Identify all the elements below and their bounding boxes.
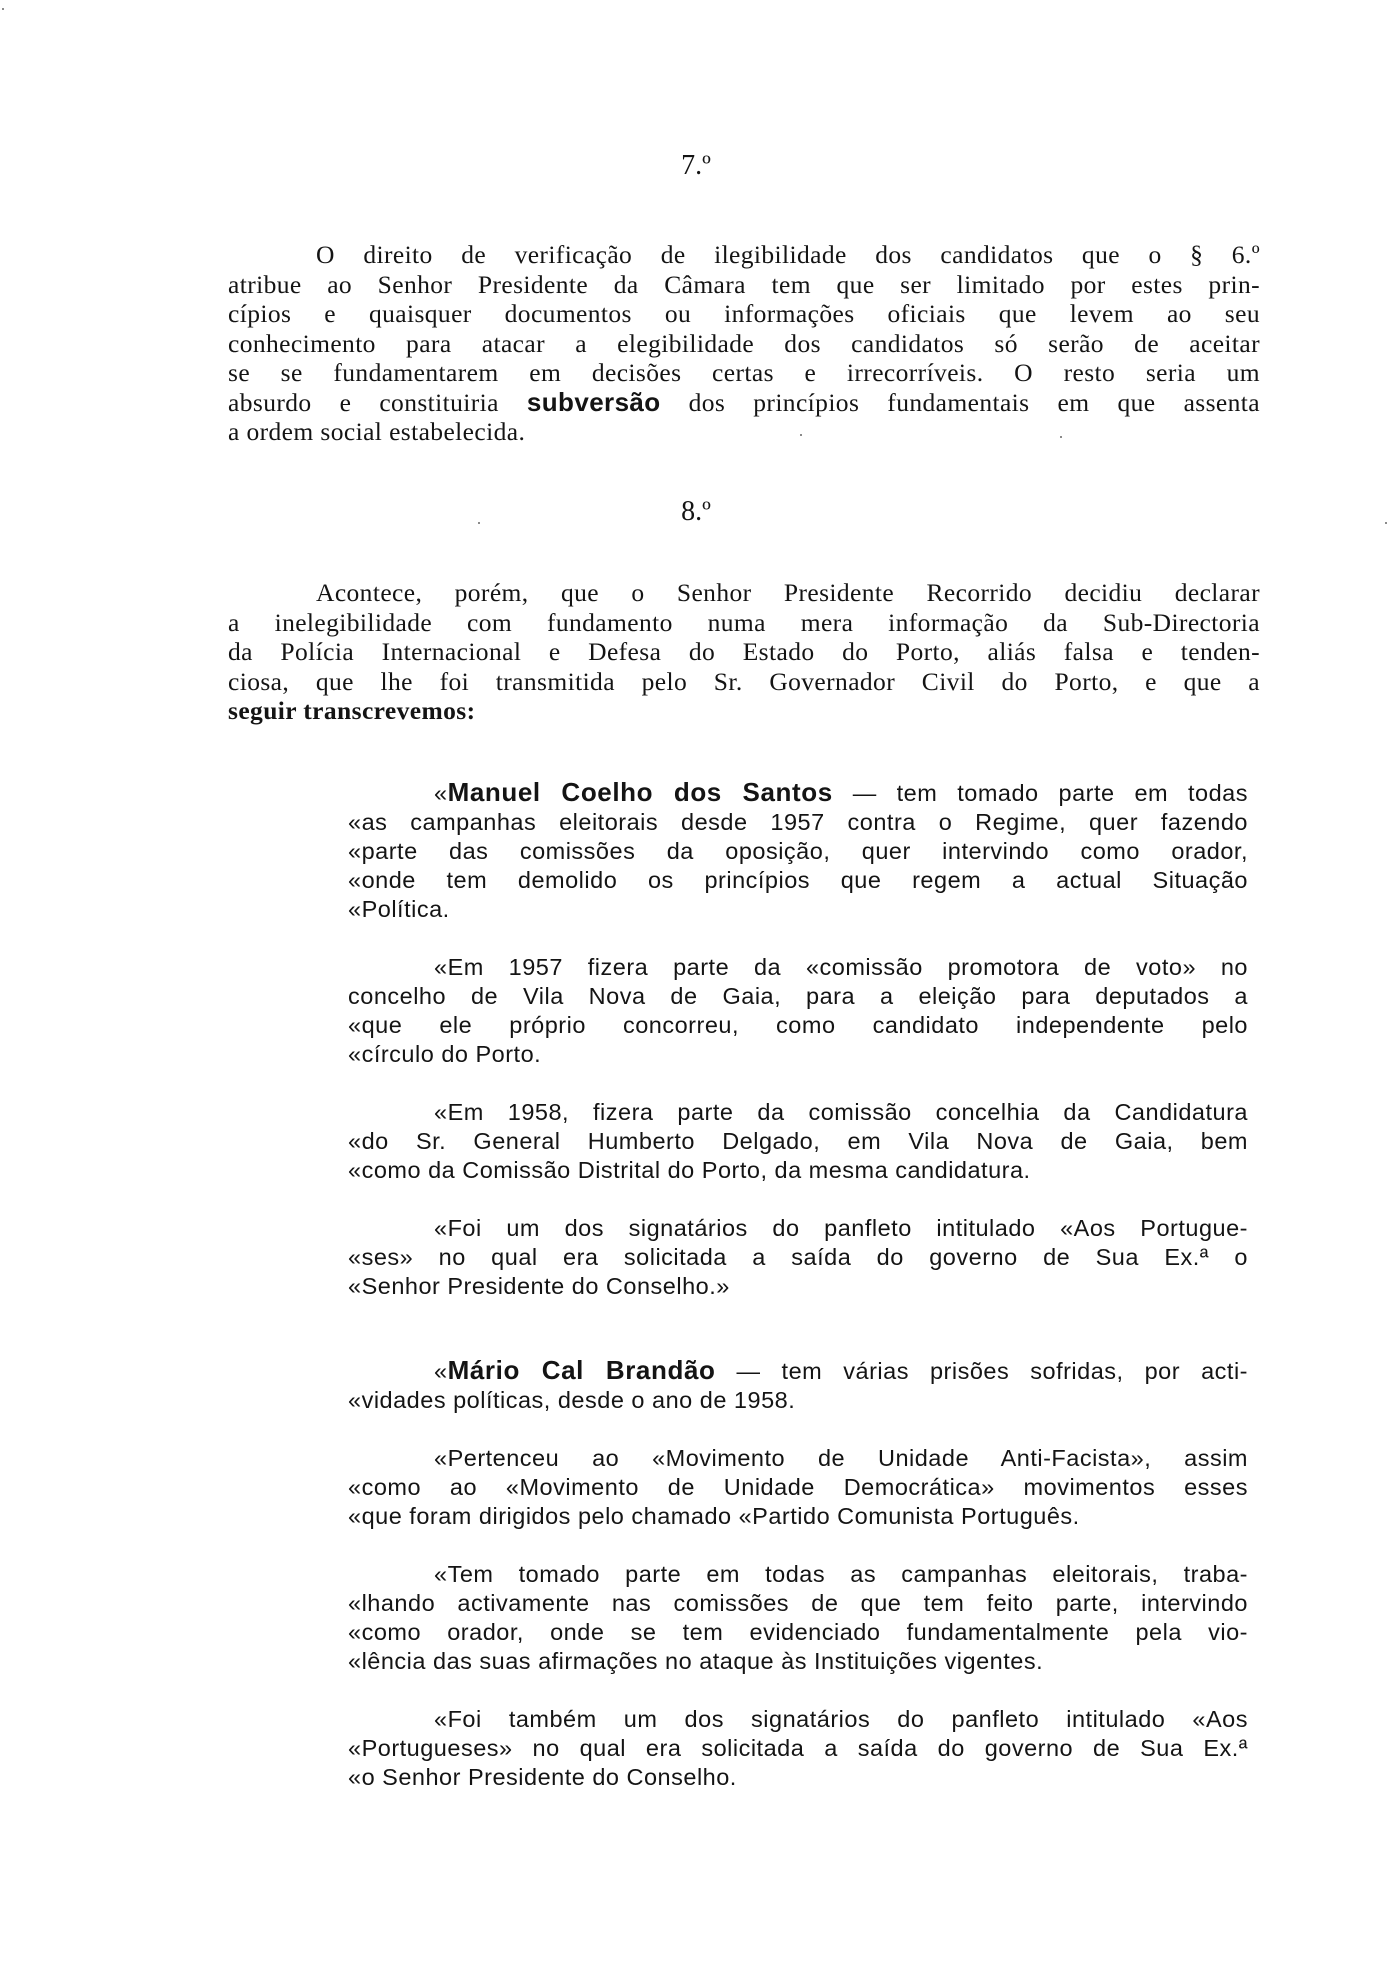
text-fragment: — tem várias prisões sofridas, por acti- <box>715 1358 1248 1384</box>
text-line: Acontece, porém, que o Senhor Presidente Recorrido decidiu declarar <box>316 578 1260 607</box>
paragraph-7 <box>228 240 1260 447</box>
quote-line: «Política. <box>348 896 450 922</box>
text-line: a inelegibilidade com fundamento numa mera informação da Sub-Directoria <box>228 607 1260 637</box>
text-line: conhecimento para atacar a elegibilidade dos candidatos só serão de aceitar <box>228 328 1260 358</box>
quote-line: concelho de Vila Nova de Gaia, para a eleição para deputados a <box>348 983 1248 1009</box>
quote-line: «como orador, onde se tem evidenciado fundamentalmente pela vio- <box>348 1619 1248 1645</box>
scan-speck <box>1060 436 1062 438</box>
text-line: O direito de verificação de ilegibilidade dos candidatos que o § 6.º <box>316 240 1260 269</box>
quote-line: «vidades políticas, desde o ano de 1958. <box>348 1387 796 1413</box>
quote-line: «Pertenceu ao «Movimento de Unidade Anti-Facista», assim <box>434 1445 1248 1471</box>
section-heading-8: 8.º <box>681 496 711 527</box>
quote-line: «Portugueses» no qual era solicitada a saída do governo de Sua Ex.ª <box>348 1735 1248 1761</box>
quote-line: «do Sr. General Humberto Delgado, em Vila Nova de Gaia, bem <box>348 1128 1248 1154</box>
quote-line: «onde tem demolido os princípios que regem a actual Situação <box>348 867 1248 893</box>
quote-mario-cal-brandao <box>348 1356 1248 1792</box>
quote-mark: « <box>434 1358 448 1384</box>
quote-line <box>348 1356 1248 1386</box>
person-name: Manuel Coelho dos Santos <box>447 777 833 807</box>
scan-speck <box>478 522 480 524</box>
scan-speck <box>1385 522 1387 524</box>
quote-line: «ses» no qual era solicitada a saída do governo de Sua Ex.ª o <box>348 1244 1248 1270</box>
quote-line: «o Senhor Presidente do Conselho. <box>348 1764 737 1790</box>
quote-mark: « <box>434 780 448 806</box>
quote-line: «que ele próprio concorreu, como candidato independente pelo <box>348 1012 1248 1038</box>
scan-speck <box>800 434 802 436</box>
quote-line: «Foi um dos signatários do panfleto intitulado «Aos Portugue- <box>434 1215 1248 1241</box>
scan-speck <box>2 8 4 10</box>
text-line: ciosa, que lhe foi transmitida pelo Sr. Governador Civil do Porto, e que a <box>228 666 1260 696</box>
quote-line <box>348 778 1248 808</box>
text-line: a ordem social estabelecida. <box>228 417 526 446</box>
quote-line: «Em 1958, fizera parte da comissão concelhia da Candidatura <box>434 1099 1248 1125</box>
quote-line: «Foi também um dos signatários do panfleto intitulado «Aos <box>434 1706 1248 1732</box>
text-fragment: absurdo e constituiria <box>228 387 499 417</box>
section-heading-7: 7.º <box>681 150 711 181</box>
text-line: seguir transcrevemos: <box>228 696 476 725</box>
paragraph-8 <box>228 578 1260 726</box>
text-line: cípios e quaisquer documentos ou informações oficiais que levem ao seu <box>228 299 1260 328</box>
text-fragment: dos princípios fundamentais em que assenta <box>688 387 1261 417</box>
quote-line: «Em 1957 fizera parte da «comissão promotora de voto» no <box>434 954 1248 980</box>
text-line: se se fundamentarem em decisões certas e irrecorríveis. O resto seria um <box>228 358 1260 387</box>
quote-line: «como da Comissão Distrital do Porto, da mesma candidatura. <box>348 1157 1031 1183</box>
text-line <box>228 388 1260 418</box>
quote-line: «que foram dirigidos pelo chamado «Partido Comunista Português. <box>348 1503 1080 1529</box>
text-fragment: — tem tomado parte em todas <box>832 780 1248 806</box>
quote-line: «as campanhas eleitorais desde 1957 contra o Regime, quer fazendo <box>348 809 1248 835</box>
quote-line: «como ao «Movimento de Unidade Democrática» movimentos esses <box>348 1474 1248 1500</box>
text-line: da Polícia Internacional e Defesa do Estado do Porto, aliás falsa e tenden- <box>228 637 1260 666</box>
quote-line: «círculo do Porto. <box>348 1041 542 1067</box>
quote-manuel-coelho <box>348 778 1248 1301</box>
quote-line: «parte das comissões da oposição, quer intervindo como orador, <box>348 838 1248 864</box>
text-line: atribue ao Senhor Presidente da Câmara tem que ser limitado por estes prin- <box>228 269 1260 299</box>
quote-line: «Senhor Presidente do Conselho.» <box>348 1273 730 1299</box>
quote-line: «Tem tomado parte em todas as campanhas eleitorais, traba- <box>434 1561 1248 1587</box>
quote-line: «lhando activamente nas comissões de que tem feito parte, intervindo <box>348 1590 1248 1616</box>
quote-line: «lência das suas afirmações no ataque às Instituições vigentes. <box>348 1648 1044 1674</box>
person-name: Mário Cal Brandão <box>447 1355 716 1385</box>
emphasis-word: subversão <box>526 386 661 417</box>
